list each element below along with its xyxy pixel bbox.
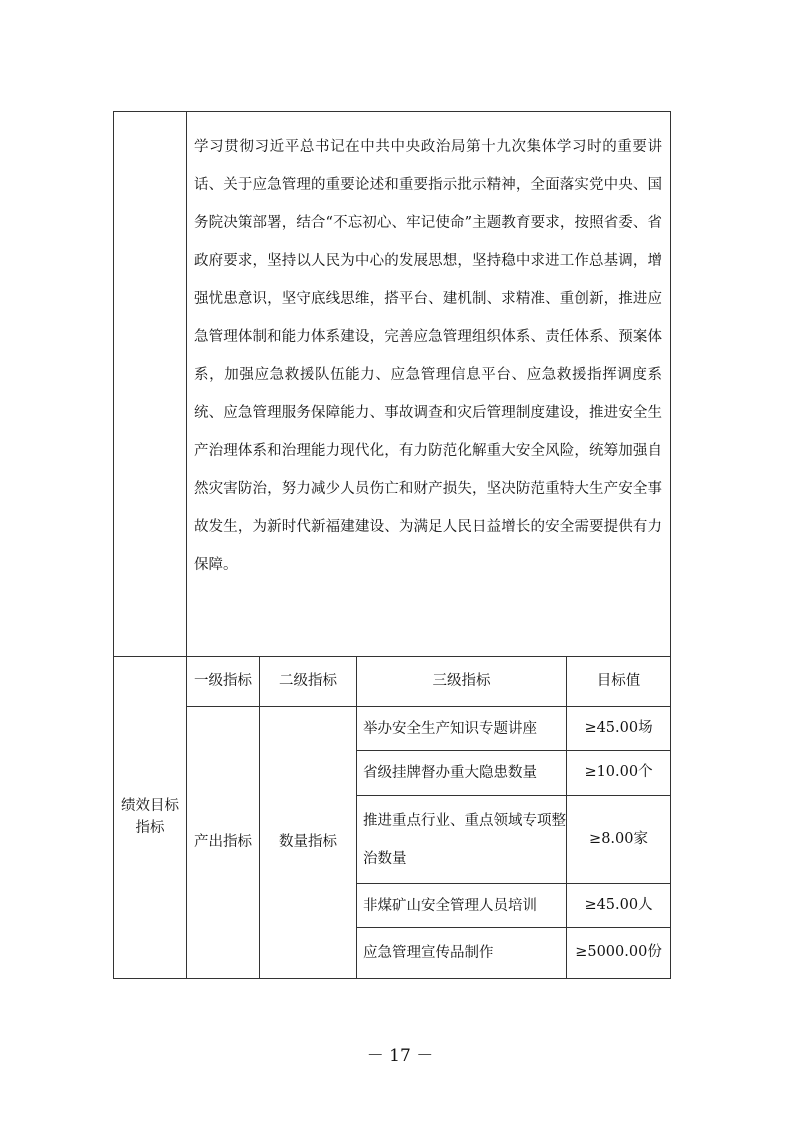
header-level2: 二级指标 [260, 657, 357, 707]
indicator-name: 推进重点行业、重点领域专项整治数量 [357, 796, 567, 884]
header-target: 目标值 [567, 657, 671, 707]
level1-value: 产出指标 [187, 707, 260, 979]
indicator-value: ≥10.00个 [567, 751, 671, 796]
indicator-value: ≥8.00家 [567, 796, 671, 884]
page-number: － 17 － [366, 1046, 434, 1066]
header-row [114, 657, 671, 707]
performance-table [113, 111, 671, 979]
indicator-name: 非煤矿山安全管理人员培训 [357, 884, 567, 928]
goal-label-cell [114, 112, 187, 657]
indicator-value: ≥45.00人 [567, 884, 671, 928]
header-level1: 一级指标 [187, 657, 260, 707]
row-label: 绩效目标指标 [114, 657, 187, 979]
indicator-value: ≥45.00场 [567, 707, 671, 751]
goal-row [114, 112, 671, 657]
table-row [114, 707, 671, 751]
level2-value: 数量指标 [260, 707, 357, 979]
indicator-name: 举办安全生产知识专题讲座 [357, 707, 567, 751]
indicator-name: 省级挂牌督办重大隐患数量 [357, 751, 567, 796]
indicator-value: ≥5000.00份 [567, 928, 671, 979]
goal-text: 学习贯彻习近平总书记在中共中央政治局第十九次集体学习时的重要讲话、关于应急管理的重要论述和重要指示批示精神，全面落实党中央、国务院决策部署，结合“不忘初心、牢记使命”主题教育要求，按照省委、省政府要求，坚持以人民为中心的发展思想，坚持稳中求进工作总基调，增强忧患意识，坚守底线思维，搭平台、建机制、求精准、重创新，推进应急管理体制和能力体系建设，完善应急管理组织体系、责任体系、预案体系，加强应急救援队伍能力、应急管理信息平台、应急救援指挥调度系统、应急管理服务保障能力、事故调查和灾后管理制度建设，推进安全生产治理体系和治理能力现代化，有力防范化解重大安全风险，统筹加强自然灾害防治，努力减少人员伤亡和财产损失，坚决防范重特大生产安全事故发生，为新时代新福建建设、为满足人民日益增长的安全需要提供有力保障。 [187, 112, 671, 657]
header-level3: 三级指标 [357, 657, 567, 707]
indicator-name: 应急管理宣传品制作 [357, 928, 567, 979]
